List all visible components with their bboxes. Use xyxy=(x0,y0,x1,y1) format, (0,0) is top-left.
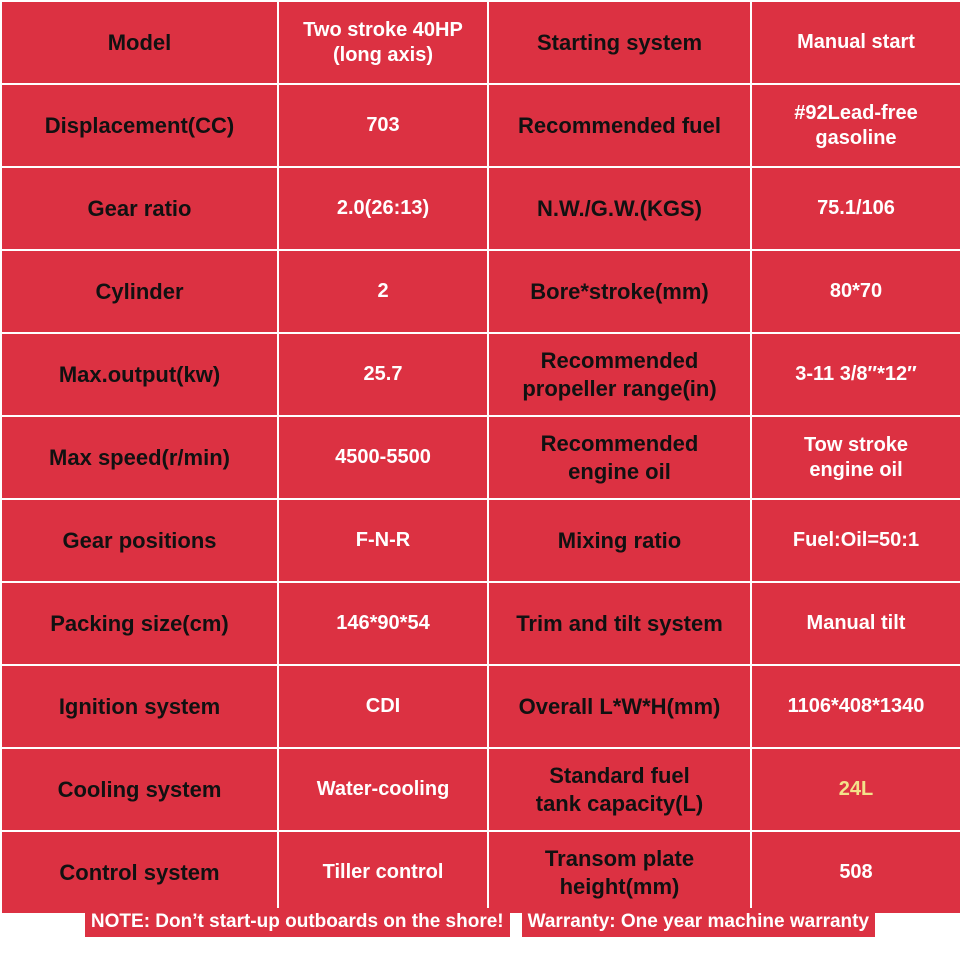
spec-value: 508 xyxy=(751,831,960,914)
spec-label: Cooling system xyxy=(1,748,278,831)
spec-value-highlight: 24L xyxy=(751,748,960,831)
spec-value: 25.7 xyxy=(278,333,488,416)
notes-bar xyxy=(0,908,960,937)
table-row xyxy=(1,167,960,250)
spec-label: Starting system xyxy=(488,1,751,84)
table-row xyxy=(1,831,960,914)
spec-label: Overall L*W*H(mm) xyxy=(488,665,751,748)
spec-label: Max speed(r/min) xyxy=(1,416,278,499)
spec-value: Manual start xyxy=(751,1,960,84)
spec-value: 1106*408*1340 xyxy=(751,665,960,748)
table-row xyxy=(1,499,960,582)
table-row xyxy=(1,333,960,416)
warranty-banner: Warranty: One year machine warranty xyxy=(522,908,875,937)
spec-value: Fuel:Oil=50:1 xyxy=(751,499,960,582)
table-row xyxy=(1,748,960,831)
spec-value: CDI xyxy=(278,665,488,748)
spec-label: Trim and tilt system xyxy=(488,582,751,665)
spec-value: 3-11 3/8″*12″ xyxy=(751,333,960,416)
spec-value: 146*90*54 xyxy=(278,582,488,665)
spec-label: Gear ratio xyxy=(1,167,278,250)
table-row xyxy=(1,84,960,167)
spec-label: N.W./G.W.(KGS) xyxy=(488,167,751,250)
spec-value: Two stroke 40HP (long axis) xyxy=(278,1,488,84)
spec-value: F-N-R xyxy=(278,499,488,582)
spec-value: #92Lead-free gasoline xyxy=(751,84,960,167)
spec-label: Cylinder xyxy=(1,250,278,333)
spec-value: 4500-5500 xyxy=(278,416,488,499)
spec-value: Tiller control xyxy=(278,831,488,914)
note-banner: NOTE: Don’t start-up outboards on the shore! xyxy=(85,908,510,937)
table-row xyxy=(1,250,960,333)
spec-value: 703 xyxy=(278,84,488,167)
spec-label: Control system xyxy=(1,831,278,914)
spec-label: Model xyxy=(1,1,278,84)
spec-value: Water-cooling xyxy=(278,748,488,831)
spec-label: Transom plate height(mm) xyxy=(488,831,751,914)
spec-label: Displacement(CC) xyxy=(1,84,278,167)
spec-value: 2.0(26:13) xyxy=(278,167,488,250)
table-row xyxy=(1,582,960,665)
spec-label: Standard fuel tank capacity(L) xyxy=(488,748,751,831)
spec-label: Packing size(cm) xyxy=(1,582,278,665)
spec-value: 2 xyxy=(278,250,488,333)
table-row xyxy=(1,665,960,748)
spec-value: Manual tilt xyxy=(751,582,960,665)
table-row xyxy=(1,416,960,499)
spec-label: Mixing ratio xyxy=(488,499,751,582)
spec-label: Recommended propeller range(in) xyxy=(488,333,751,416)
spec-label: Recommended fuel xyxy=(488,84,751,167)
spec-value: 75.1/106 xyxy=(751,167,960,250)
spec-label: Gear positions xyxy=(1,499,278,582)
spec-label: Recommended engine oil xyxy=(488,416,751,499)
table-row xyxy=(1,1,960,84)
spec-label: Bore*stroke(mm) xyxy=(488,250,751,333)
spec-value: 80*70 xyxy=(751,250,960,333)
spec-label: Ignition system xyxy=(1,665,278,748)
spec-label: Max.output(kw) xyxy=(1,333,278,416)
spec-value: Tow stroke engine oil xyxy=(751,416,960,499)
